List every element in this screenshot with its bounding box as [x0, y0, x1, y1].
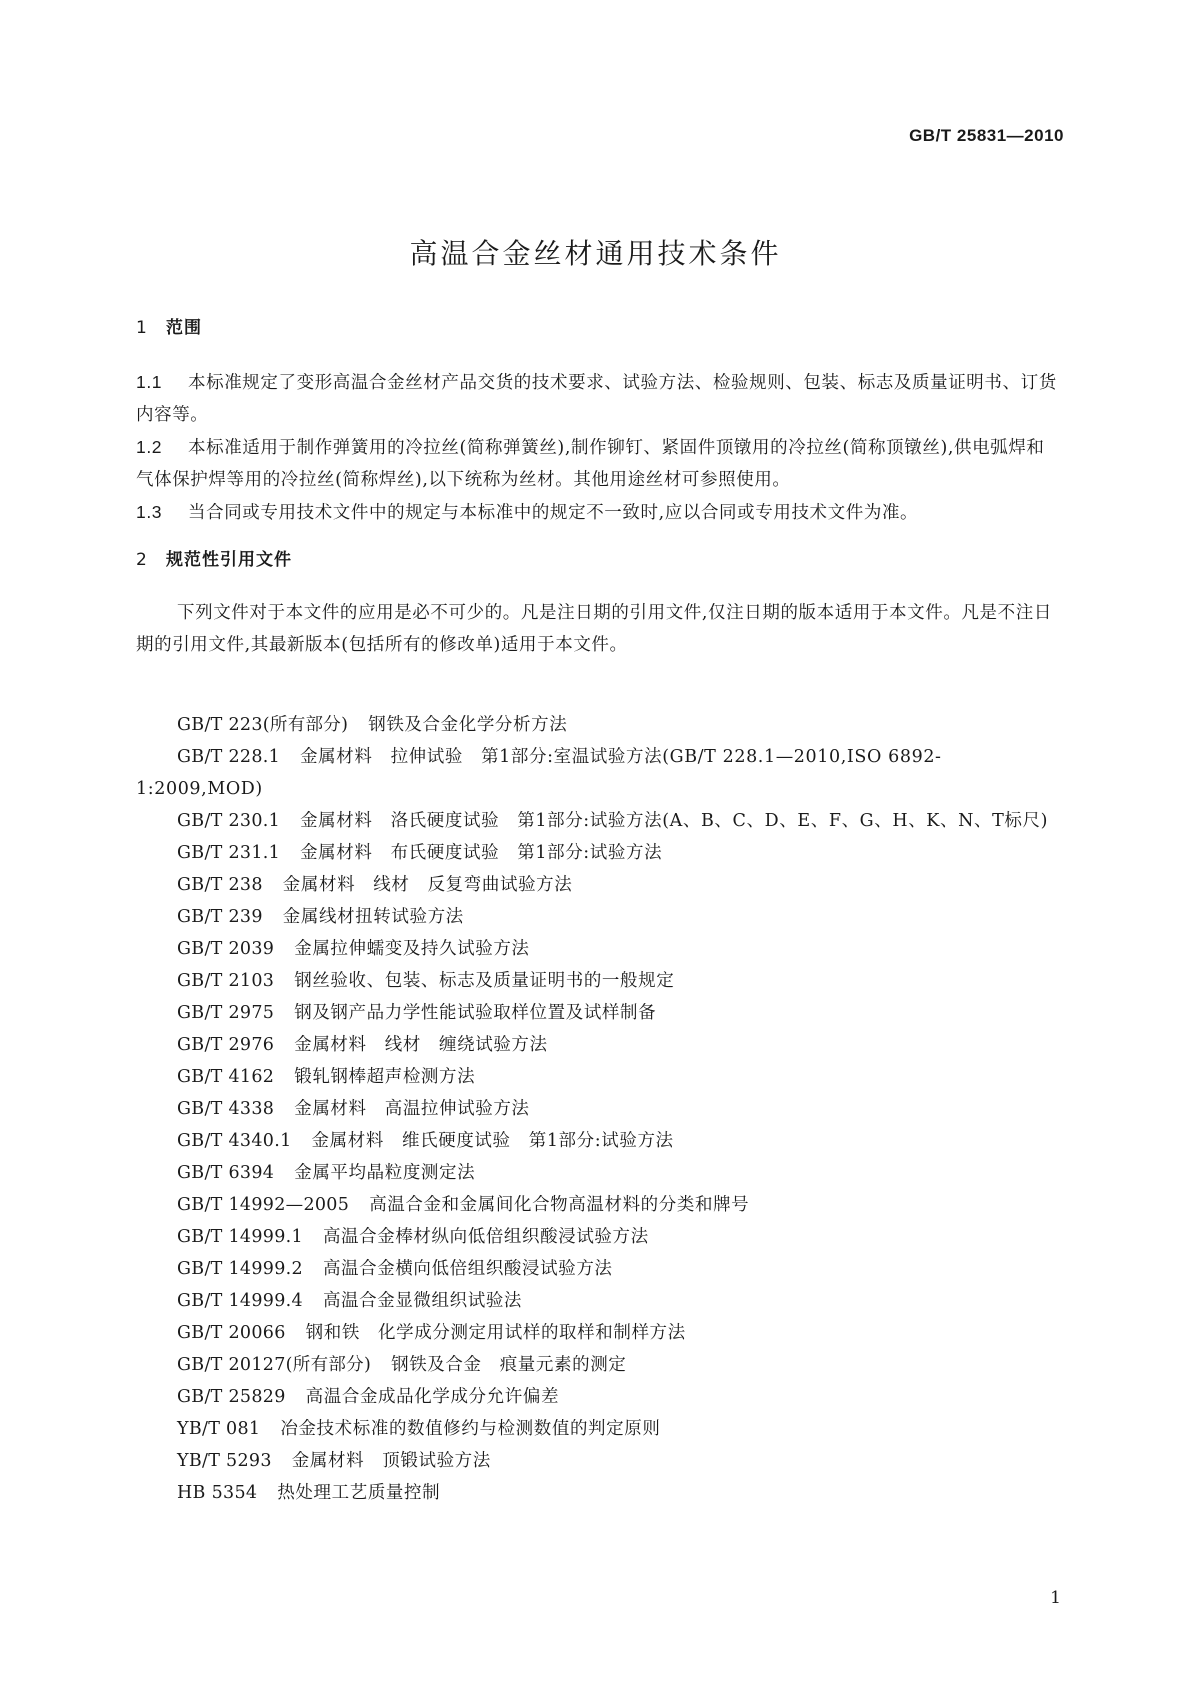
- reference-code: GB/T 6394: [177, 1163, 275, 1183]
- clause-text: 当合同或专用技术文件中的规定与本标准中的规定不一致时,应以合同或专用技术文件为准。: [188, 503, 919, 523]
- section-title: 范围: [166, 318, 202, 338]
- reference-item: [136, 1285, 1060, 1317]
- reference-title: 高温合金横向低倍组织酸浸试验方法: [322, 1259, 613, 1279]
- reference-item: [136, 933, 1060, 965]
- reference-title: 金属材料 维氏硬度试验 第1部分:试验方法: [311, 1131, 674, 1151]
- reference-code: GB/T 231.1: [177, 843, 281, 863]
- clause-text: 本标准规定了变形高温合金丝材产品交货的技术要求、试验方法、检验规则、包装、标志及质量证明书、订货内容等。: [136, 373, 1057, 425]
- reference-title: 金属材料 顶锻试验方法: [291, 1451, 491, 1471]
- reference-code: YB/T 5293: [177, 1451, 272, 1471]
- reference-title: 金属材料 线材 反复弯曲试验方法: [282, 875, 573, 895]
- reference-item: [136, 805, 1060, 837]
- reference-title: 金属材料 高温拉伸试验方法: [294, 1099, 530, 1119]
- section-2-intro: [136, 597, 1060, 661]
- reference-item: [136, 1029, 1060, 1061]
- reference-code: YB/T 081: [177, 1419, 261, 1439]
- reference-item: [136, 1445, 1060, 1477]
- reference-code: GB/T 223(所有部分): [177, 715, 349, 735]
- reference-code: GB/T 239: [177, 907, 263, 927]
- reference-item: [136, 709, 1060, 741]
- clause-1-3: [136, 496, 1060, 529]
- reference-title: 高温合金成品化学成分允许偏差: [305, 1387, 560, 1407]
- section-1-body: [136, 366, 1060, 529]
- section-title: 规范性引用文件: [166, 550, 292, 570]
- reference-code: GB/T 2103: [177, 971, 275, 991]
- reference-item: [136, 1157, 1060, 1189]
- reference-item: [136, 1125, 1060, 1157]
- reference-code: GB/T 14999.4: [177, 1291, 303, 1311]
- reference-title: 高温合金棒材纵向低倍组织酸浸试验方法: [322, 1227, 649, 1247]
- reference-title: 钢和铁 化学成分测定用试样的取样和制样方法: [305, 1323, 686, 1343]
- reference-title: 金属材料 洛氏硬度试验 第1部分:试验方法(A、B、C、D、E、F、G、H、K、N、T标尺): [300, 811, 1048, 831]
- page-number: 1: [1050, 1588, 1061, 1608]
- reference-item: [136, 1253, 1060, 1285]
- reference-code: GB/T 4338: [177, 1099, 275, 1119]
- clause-text: 本标准适用于制作弹簧用的冷拉丝(简称弹簧丝),制作铆钉、紧固件顶镦用的冷拉丝(简称顶镦丝),供电弧焊和气体保护焊等用的冷拉丝(简称焊丝),以下统称为丝材。其他用途丝材可参照使用。: [136, 438, 1045, 490]
- reference-title: 钢铁及合金 痕量元素的测定: [391, 1355, 627, 1375]
- standard-number: GB/T 25831—2010: [909, 126, 1064, 145]
- reference-code: GB/T 228.1: [177, 747, 281, 767]
- reference-code: GB/T 20066: [177, 1323, 286, 1343]
- reference-item: [136, 837, 1060, 869]
- reference-code: GB/T 4340.1: [177, 1131, 292, 1151]
- reference-item: [136, 1381, 1060, 1413]
- reference-code: GB/T 25829: [177, 1387, 286, 1407]
- reference-item: [136, 1221, 1060, 1253]
- reference-title: 高温合金和金属间化合物高温材料的分类和牌号: [369, 1195, 750, 1215]
- reference-code: GB/T 20127(所有部分): [177, 1355, 372, 1375]
- reference-item: [136, 1093, 1060, 1125]
- reference-code: GB/T 2039: [177, 939, 275, 959]
- section-2-heading: [136, 545, 292, 570]
- reference-title: 金属材料 线材 缠绕试验方法: [294, 1035, 548, 1055]
- reference-item: [136, 997, 1060, 1029]
- reference-code: GB/T 2976: [177, 1035, 275, 1055]
- reference-item: [136, 741, 1060, 805]
- reference-code: GB/T 14999.1: [177, 1227, 303, 1247]
- reference-item: [136, 1189, 1060, 1221]
- clause-number: 1.3: [136, 502, 163, 522]
- reference-title: 锻轧钢棒超声检测方法: [294, 1067, 476, 1087]
- section-number: 1: [136, 318, 148, 338]
- reference-title: 金属材料 布氏硬度试验 第1部分:试验方法: [300, 843, 663, 863]
- reference-code: HB 5354: [177, 1483, 258, 1503]
- reference-item: [136, 1061, 1060, 1093]
- reference-item: [136, 869, 1060, 901]
- reference-title: 钢铁及合金化学分析方法: [368, 715, 568, 735]
- reference-title: 金属平均晶粒度测定法: [294, 1163, 476, 1183]
- reference-item: [136, 901, 1060, 933]
- reference-code: GB/T 2975: [177, 1003, 275, 1023]
- reference-title: 高温合金显微组织试验法: [322, 1291, 523, 1311]
- reference-code: GB/T 238: [177, 875, 263, 895]
- reference-item: [136, 1317, 1060, 1349]
- document-title: 高温合金丝材通用技术条件: [409, 237, 782, 270]
- clause-number: 1.2: [136, 437, 163, 457]
- clause-1-2: [136, 431, 1060, 496]
- intro-paragraph: 下列文件对于本文件的应用是必不可少的。凡是注日期的引用文件,仅注日期的版本适用于本文件。凡是不注日期的引用文件,其最新版本(包括所有的修改单)适用于本文件。: [136, 603, 1052, 655]
- reference-title: 钢及钢产品力学性能试验取样位置及试样制备: [294, 1003, 657, 1023]
- reference-title: 金属拉伸蠕变及持久试验方法: [294, 939, 530, 959]
- reference-item: [136, 965, 1060, 997]
- reference-title: 热处理工艺质量控制: [277, 1483, 441, 1503]
- reference-item: [136, 1349, 1060, 1381]
- reference-code: GB/T 14999.2: [177, 1259, 303, 1279]
- reference-code: GB/T 4162: [177, 1067, 275, 1087]
- reference-title: 金属线材扭转试验方法: [282, 907, 464, 927]
- clause-1-1: [136, 366, 1060, 431]
- reference-title: 金属材料 拉伸试验 第1部分:室温试验方法(GB/T 228.1—2010,ISO 6892-1:2009,MOD): [136, 747, 942, 799]
- reference-code: GB/T 230.1: [177, 811, 281, 831]
- reference-item: [136, 1477, 1060, 1509]
- reference-item: [136, 1413, 1060, 1445]
- reference-title: 冶金技术标准的数值修约与检测数值的判定原则: [280, 1419, 661, 1439]
- clause-number: 1.1: [136, 372, 163, 392]
- section-number: 2: [136, 550, 148, 570]
- reference-code: GB/T 14992—2005: [177, 1195, 350, 1215]
- section-1-heading: [136, 313, 202, 338]
- reference-title: 钢丝验收、包装、标志及质量证明书的一般规定: [294, 971, 675, 991]
- reference-list: [136, 709, 1060, 1509]
